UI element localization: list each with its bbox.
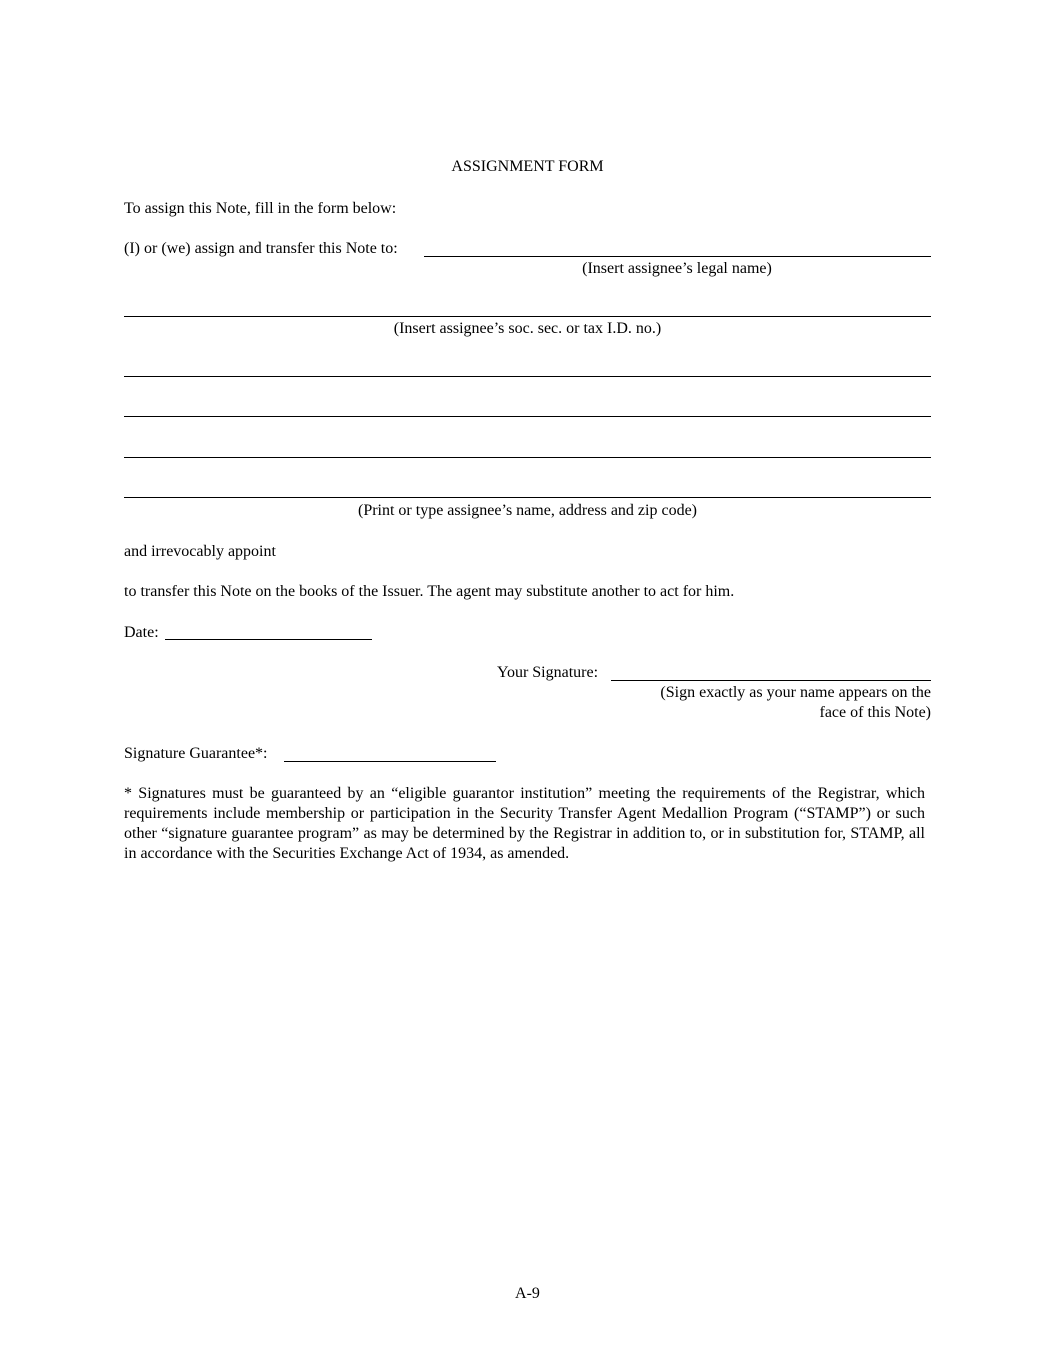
assignee-address-line-1[interactable]: [124, 376, 931, 377]
signature-caption-line-1: (Sign exactly as your name appears on the: [660, 684, 931, 701]
address-caption: (Print or type assignee’s name, address and zip code): [357, 502, 697, 519]
transfer-text: to transfer this Note on the books of the Issuer. The agent may substitute another to act for him.: [124, 583, 735, 600]
assignee-address-line-4[interactable]: [124, 497, 931, 498]
assignee-address-line-3[interactable]: [124, 457, 931, 458]
guarantee-label: Signature Guarantee*:: [124, 745, 268, 762]
assign-label: (I) or (we) assign and transfer this Note to:: [124, 240, 398, 257]
form-title: ASSIGNMENT FORM: [451, 158, 604, 175]
assignee-legal-name-field[interactable]: [424, 256, 931, 257]
date-label: Date:: [124, 624, 159, 641]
page-number: A-9: [515, 1285, 540, 1302]
assignee-tax-id-field[interactable]: [124, 316, 931, 317]
appoint-text: and irrevocably appoint: [124, 543, 276, 560]
signature-field[interactable]: [611, 680, 931, 681]
signature-caption-line-2: face of this Note): [819, 704, 931, 721]
signature-footnote: * Signatures must be guaranteed by an “eligible guarantor institution” meeting the requirements of the Registrar, which requirements include membership or participation in the Security Transfer Agent Medallion Program (“STAMP”) or such other “signature guarantee program” as may be determined by the Registrar in addition to, or in substitution for, STAMP, all in accordance with the Securities Exchange Act of 1934, as amended.: [124, 785, 925, 862]
assignee-address-line-2[interactable]: [124, 416, 931, 417]
date-field[interactable]: [165, 639, 372, 640]
tax-id-caption: (Insert assignee’s soc. sec. or tax I.D. no.): [393, 320, 662, 337]
signature-label: Your Signature:: [497, 664, 599, 681]
intro-text: To assign this Note, fill in the form below:: [124, 200, 397, 217]
legal-name-caption: (Insert assignee’s legal name): [582, 260, 772, 277]
guarantee-field[interactable]: [284, 761, 496, 762]
